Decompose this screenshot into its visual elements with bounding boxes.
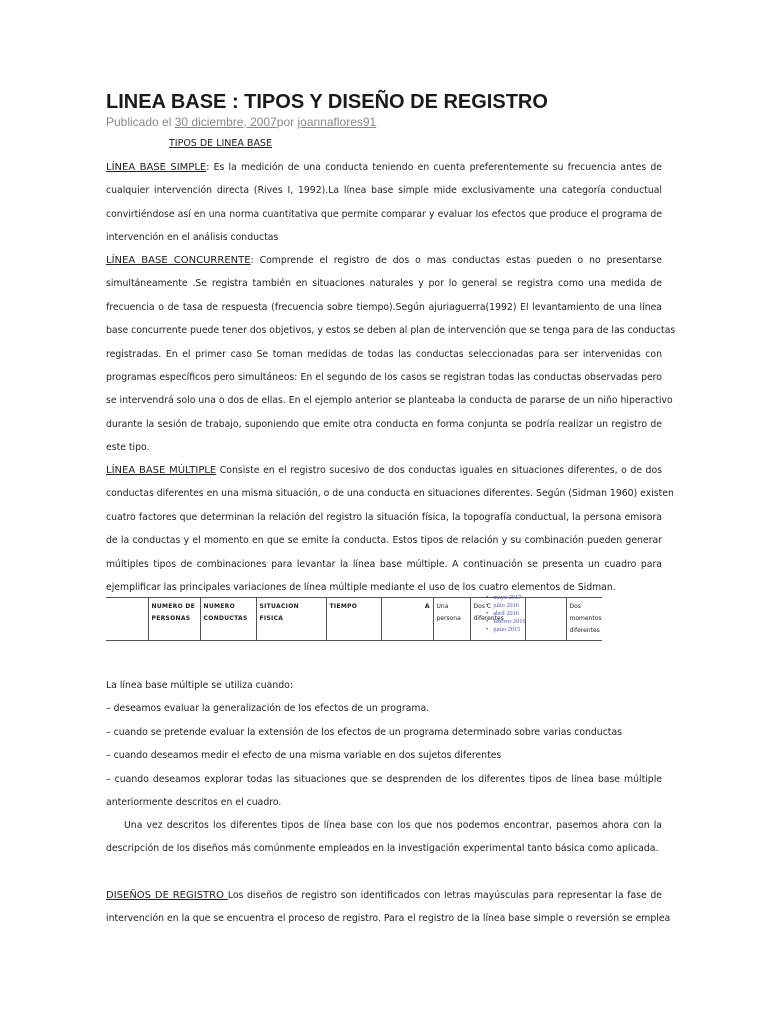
table-cell: SITUACION FISICA xyxy=(256,598,326,641)
list-item: – deseamos evaluar la generalización de los efectos de un programa. xyxy=(106,703,430,715)
paragraph-line: ejemplificar las principales variaciones de línea múltiple mediante el uso de los cuatro elementos de Sidman. xyxy=(106,581,616,593)
section-label: LÍNEA BASE SIMPLE xyxy=(106,162,207,173)
paragraph-line: cualquier intervención directa (Rives I, 1992).La línea base simple mide exclusivamente una categoría conductual xyxy=(106,185,662,197)
published-prefix: Publicado el xyxy=(106,115,175,129)
list-item: – cuando deseamos explorar todas las situaciones que se desprenden de los diferentes tipos de línea base múltiple xyxy=(106,773,662,785)
paragraph-line: descripción de los diseños más comúnmente empleados en la investigación experimental tanto básica como aplicada. xyxy=(106,843,659,855)
archive-link[interactable]: • mayo 2017 xyxy=(486,594,538,602)
paragraph-line: intervención en la que se encuentra el proceso de registro. Para el registro de la línea base simple o reversión se emplea xyxy=(106,913,671,925)
paragraph-line: Los diseños de registro son identificados con letras mayúsculas para representar la fase de xyxy=(227,890,662,901)
table-cell: A xyxy=(381,598,433,641)
section-label: LÍNEA BASE MÚLTIPLE xyxy=(106,465,217,476)
section-multiple xyxy=(106,459,674,599)
table-cell: NUMERO DE PERSONAS xyxy=(148,598,200,641)
section-simple xyxy=(106,156,662,250)
paragraph-line: de la conductas y el momento en que se emite la conducta. Estos tipos de relación y su combinación pueden generar xyxy=(106,535,662,547)
paragraph-line: : Comprende el registro de dos o mas conductas estas pueden o no presentarse xyxy=(250,255,662,266)
post-date-link[interactable]: 30 diciembre, 2007 xyxy=(174,115,277,129)
paragraph-line: : Es la medición de una conducta teniendo en cuenta preferentemente su frecuencia antes de xyxy=(206,162,663,173)
paragraph-line: se intervendrá solo una o dos de ellas. En el ejemplo anterior se planteaba la conducta de pararse de un niño hiperactivo xyxy=(106,395,673,407)
paragraph-line: anteriormente descritos en el cuadro. xyxy=(106,796,282,808)
section-label: DISEÑOS DE REGISTRO xyxy=(106,890,228,901)
paragraph-line: este tipo. xyxy=(106,442,150,454)
table-cell: Dos C diferentes xyxy=(470,598,525,641)
table-cell: Dos momentos diferentes xyxy=(566,598,602,641)
section-concurrente xyxy=(106,249,676,460)
list-item: – cuando se pretende evaluar la extensión de los efectos de un programa determinado sobre varias conductas xyxy=(106,726,622,738)
paragraph-line: convirtiéndose así en una norma cuantitativa que permite comparar y evaluar los efectos que produce el programa de xyxy=(106,208,662,220)
paragraph-line: registradas. En el primer caso Se toman medidas de todas las conductas seleccionadas para ser intervenidas con xyxy=(106,348,662,360)
table-cell: Una persona xyxy=(433,598,470,641)
paragraph-line: durante la sesión de trabajo, suponiendo que emite otra conducta en forma conjunta se podría realizar un registro de xyxy=(106,418,662,430)
table-cell: TIEMPO xyxy=(326,598,381,641)
paragraph-line: frecuencia o de tasa de respuesta (frecuencia sobre tiempo).Según ajuriaguerra(1992) El levantamiento de una línea xyxy=(106,301,662,313)
uses-intro: La línea base múltiple se utiliza cuando: xyxy=(106,680,293,691)
paragraph-line: cuatro factores que determinan la relación del registro la situación física, la topografía conductual, la persona emisora xyxy=(106,511,662,523)
section-closing xyxy=(106,814,662,861)
section-label: LÍNEA BASE CONCURRENTE xyxy=(106,255,251,266)
author-link[interactable]: joannaflores91 xyxy=(297,115,377,129)
section-subtitle: TIPOS DE LINEA BASE xyxy=(169,138,272,149)
archive-link[interactable]: • julio 2016 xyxy=(486,602,538,610)
paragraph-line: simultáneamente .Se registra también en situaciones naturales y por lo general se registra como una medida de xyxy=(106,278,662,290)
table-cell: NUMERO CONDUCTAS xyxy=(200,598,256,641)
post-byline xyxy=(106,115,376,129)
paragraph-line: múltiples tipos de combinaciones para levantar la línea base múltiple. A continuación se presenta un cuadro para xyxy=(106,558,662,570)
page-title: LINEA BASE : TIPOS Y DISEÑO DE REGISTRO xyxy=(106,91,548,113)
archive-links xyxy=(486,594,538,634)
paragraph-line: Consiste en el registro sucesivo de dos conductas iguales en situaciones diferentes, o de dos xyxy=(216,465,662,476)
paragraph-line: programas específicos pero simultáneos: En el segundo de los casos se registran todas las conductas observadas pero xyxy=(106,371,662,383)
by-prefix: por xyxy=(276,115,298,129)
paragraph-line: Una vez descritos los diferentes tipos de línea base con los que nos podemos encontrar, pasemos ahora con la xyxy=(124,820,662,831)
paragraph-line: conductas diferentes en una misma situación, o de una conducta en situaciones diferentes. Según (Sidman 1960) existen xyxy=(106,488,674,500)
archive-link[interactable]: • junio 2015 xyxy=(486,626,538,634)
archive-link[interactable]: • abril 2016 xyxy=(486,610,538,618)
section-uses xyxy=(106,674,662,814)
table-cell xyxy=(106,598,148,641)
list-item: – cuando deseamos medir el efecto de una misma variable en dos sujetos diferentes xyxy=(106,750,502,762)
section-disenos xyxy=(106,884,671,931)
paragraph-line: base concurrente puede tener dos objetivos, y estos se deben al plan de intervención que se tenga para de las conductas xyxy=(106,325,676,337)
archive-link[interactable]: • febrero 2016 xyxy=(486,618,538,626)
paragraph-line: intervención en el análisis conductas xyxy=(106,232,279,244)
